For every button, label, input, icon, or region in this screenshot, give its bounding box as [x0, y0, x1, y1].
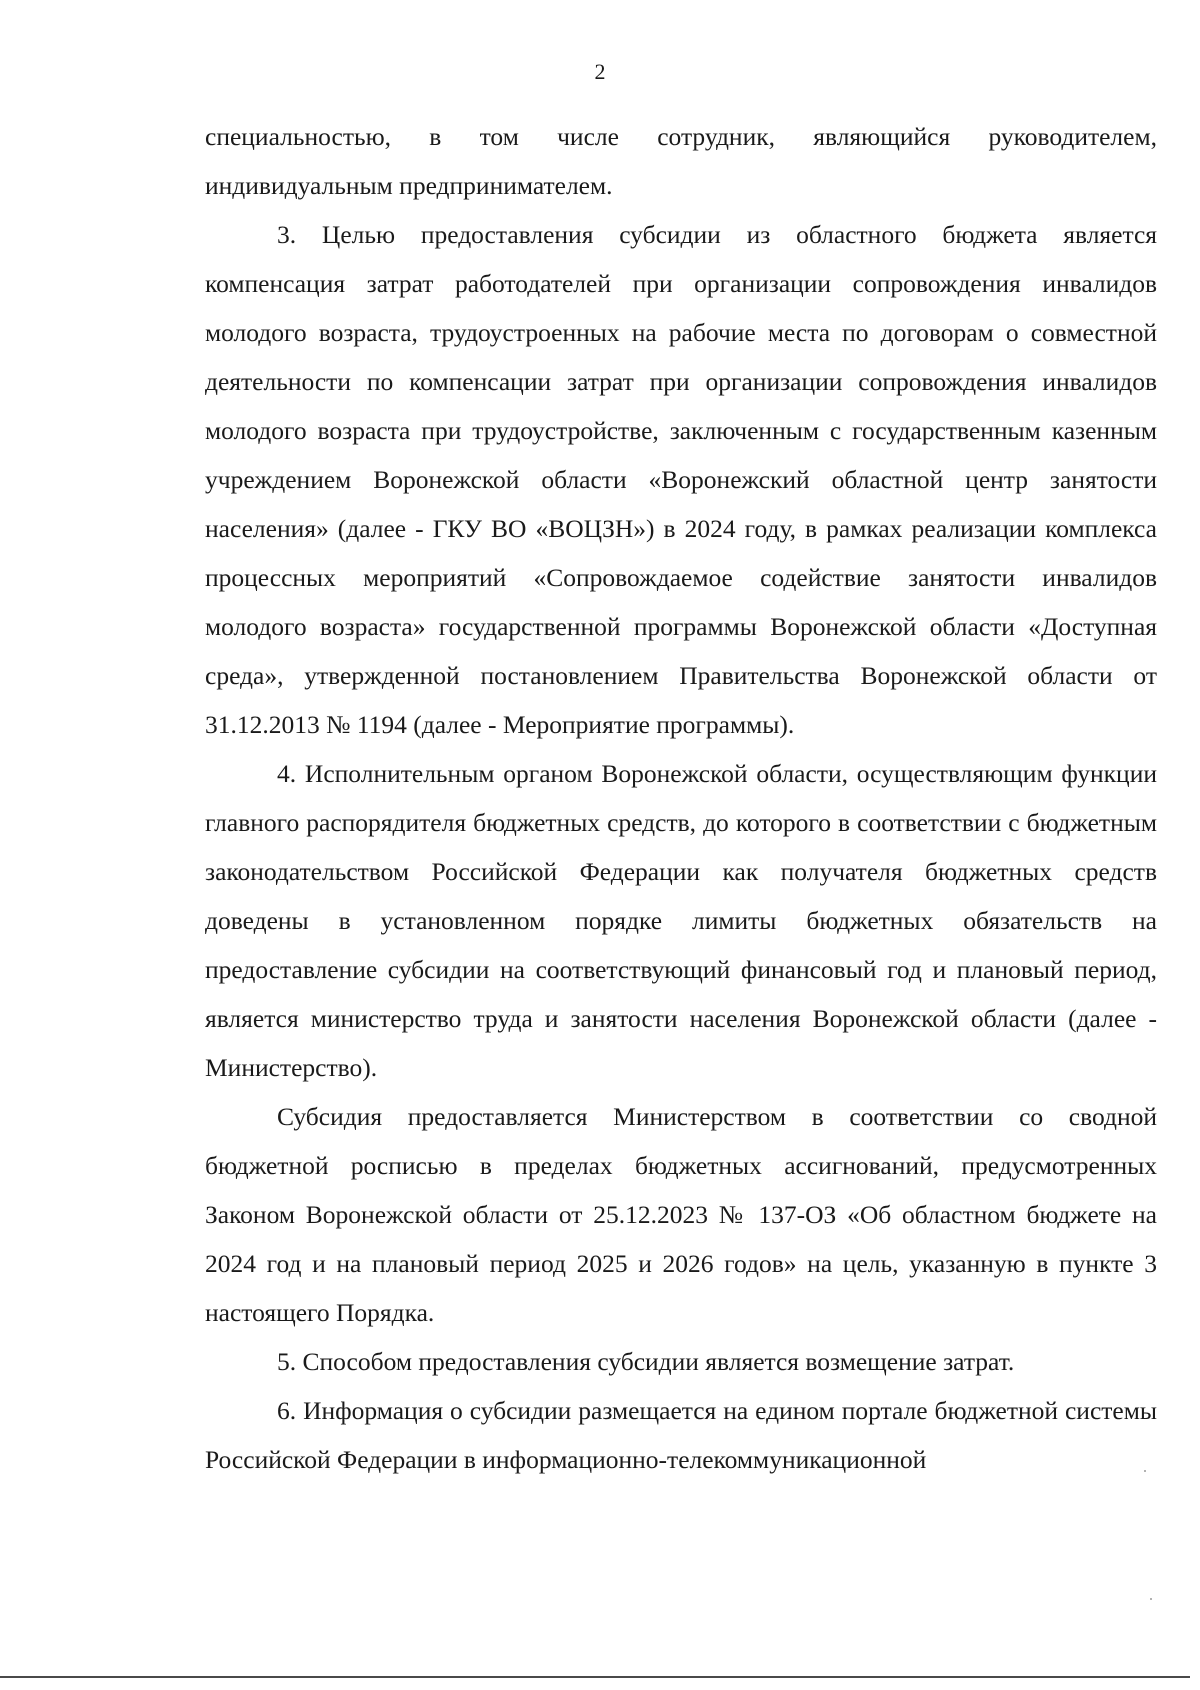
paragraph-item-4: 4. Исполнительным органом Воронежской области, осуществляющим функции главного распорядителя бюджетных средств, до которого в соответствии с бюджетным законодательством Российской Федерации как получателя бюджетных средств доведены в установленном порядке лимиты бюджетных обязательств на предоставление субсидии на соответствующий финансовый год и плановый период, является министерство труда и занятости населения Воронежской области (далее - Министерство).: [205, 759, 1157, 1082]
paragraph-subsidy-budget: Субсидия предоставляется Министерством в соответствии со сводной бюджетной росписью в пределах бюджетных ассигнований, предусмотренных Законом Воронежской области от 25.12.2023 № 137-ОЗ «Об областном бюджете на 2024 год и на плановый период 2025 и 2026 годов» на цель, указанную в пункте 3 настоящего Порядка.: [205, 1102, 1157, 1327]
scan-speck: [1150, 1598, 1152, 1600]
paragraph-item-3: 3. Целью предоставления субсидии из областного бюджета является компенсация затрат работодателей при организации сопровождения инвалидов молодого возраста, трудоустроенных на рабочие места по договорам о совместной деятельности по компенсации затрат при организации сопровождения инвалидов молодого возраста при трудоустройстве, заключенным с государственным казенным учреждением Воронежской области «Воронежский областной центр занятости населения» (далее - ГКУ ВО «ВОЦЗН») в 2024 году, в рамках реализации комплекса процессных мероприятий «Сопровождаемое содействие занятости инвалидов молодого возраста» государственной программы Воронежской области «Доступная среда», утвержденной постановлением Правительства Воронежской области от 31.12.2013 № 1194 (далее - Мероприятие программы).: [205, 220, 1157, 739]
page-number: 2: [594, 59, 606, 84]
scan-edge-line: [0, 1676, 1190, 1678]
paragraph-continuation: специальностью, в том числе сотрудник, являющийся руководителем, индивидуальным предпринимателем.: [205, 122, 1157, 200]
paragraph-item-5: 5. Способом предоставления субсидии является возмещение затрат.: [277, 1347, 1015, 1376]
scan-speck: [1144, 1470, 1146, 1472]
document-body: [205, 112, 1157, 1484]
paragraph-item-6: 6. Информация о субсидии размещается на едином портале бюджетной системы Российской Федерации в информационно-телекоммуникационной: [205, 1396, 1157, 1474]
